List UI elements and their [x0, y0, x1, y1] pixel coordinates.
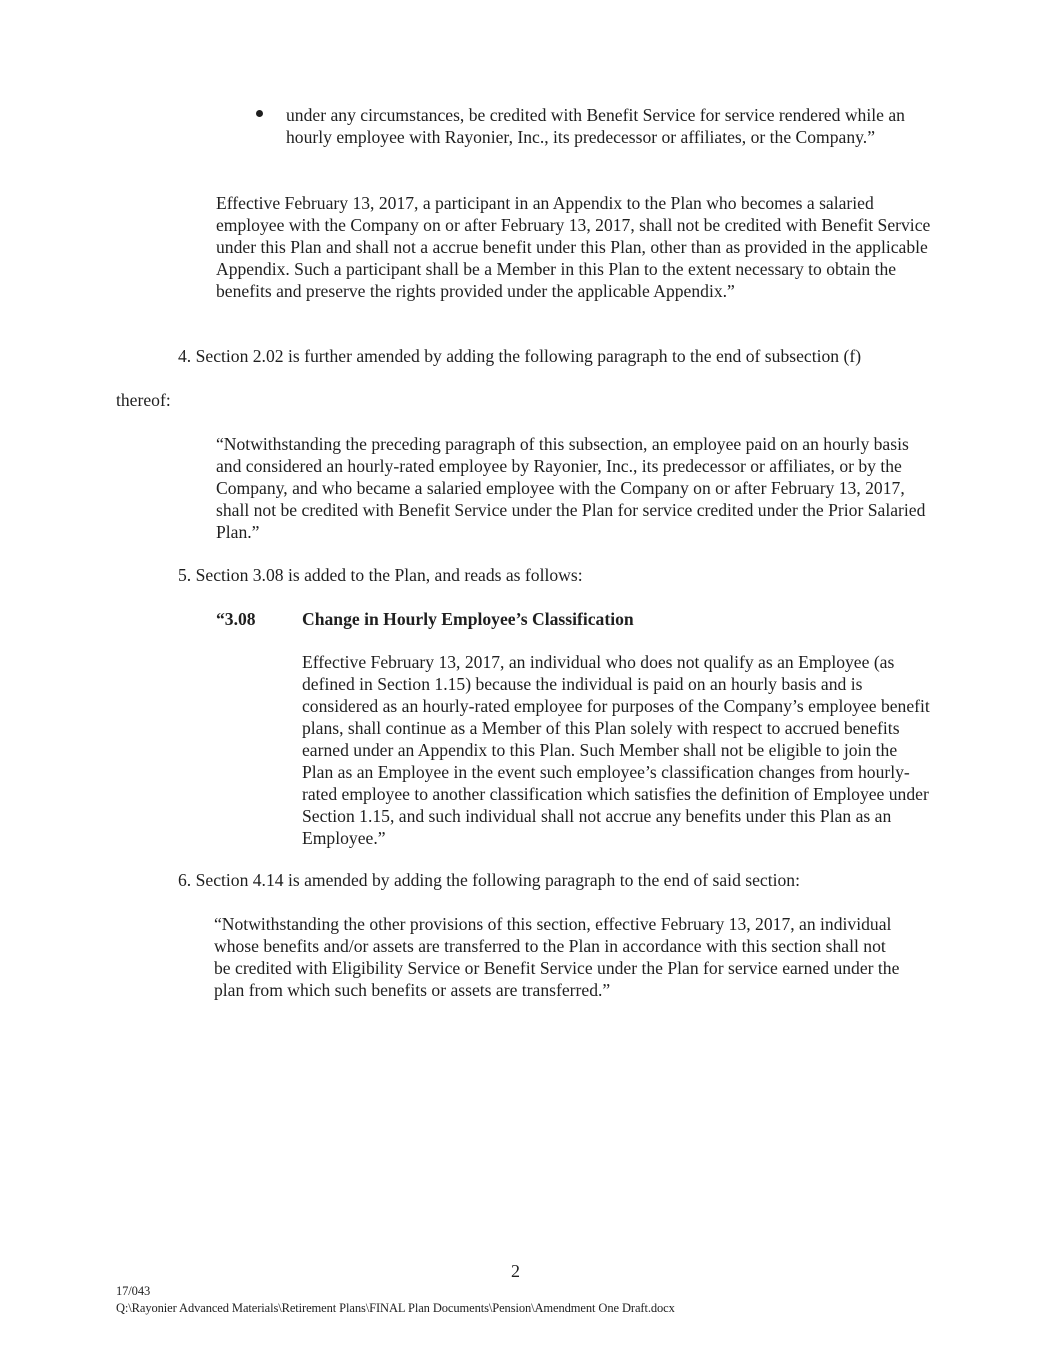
item-6-quote: “Notwithstanding the other provisions of this section, effective February 13, 2017, an individual whose benefits and/or assets are transferred to the Plan in accordance with this section shall not be credited with Eligibility Service or Benefit Service under the Plan for service earned under the plan from which such benefits or assets are transferred.” — [214, 914, 900, 1000]
item-6-text: 6. Section 4.14 is amended by adding the following paragraph to the end of said section: — [178, 870, 800, 890]
effective-paragraph: Effective February 13, 2017, a participant in an Appendix to the Plan who becomes a salaried employee with the Company on or after February 13, 2017, shall not be credited with Benefit Service under this Plan and shall not a accrue benefit under this Plan, other than as provided in the applicable Appendix. Such a participant shall be a Member in this Plan to the extent necessary to obtain the benefits and preserve the rights provided under the applicable Appendix.” — [216, 193, 931, 301]
item-5-text: 5. Section 3.08 is added to the Plan, and reads as follows: — [178, 565, 583, 585]
page-number: 2 — [511, 1261, 520, 1281]
footer-file-path: Q:\Rayonier Advanced Materials\Retirement Plans\FINAL Plan Documents\Pension\Amendment One Draft.docx — [116, 1301, 675, 1315]
section-body: Effective February 13, 2017, an individual who does not qualify as an Employee (as defined in Section 1.15) because the individual is paid on an hourly basis and is considered as an hourly-rated employee for purposes of the Company’s employee benefit plans, shall continue as a Member of this Plan solely with respect to accrued benefits earned under an Appendix to this Plan. Such Member shall not be eligible to join the Plan as an Employee in the event such employee’s classification changes from hourly-rated employee to another classification which satisfies the definition of Employee under Section 1.15, and such individual shall not accrue any benefits under this Plan as an Employee.” — [302, 652, 930, 848]
footer-doc-code: 17/043 — [116, 1284, 151, 1298]
bullet-icon — [256, 110, 263, 117]
item-4-quote: “Notwithstanding the preceding paragraph of this subsection, an employee paid on an hourly basis and considered an hourly-rated employee by Rayonier, Inc., its predecessor or affiliates, or by the Company, and who became a salaried employee with the Company on or after February 13, 2017, shall not be credited with Benefit Service under the Plan for service credited under the Prior Salaried Plan.” — [216, 434, 926, 542]
section-title: Change in Hourly Employee’s Classification — [302, 609, 634, 629]
section-number: “3.08 — [216, 609, 256, 629]
item-4-text: 4. Section 2.02 is further amended by adding the following paragraph to the end of subsection (f) — [178, 346, 862, 366]
item-4-continuation: thereof: — [116, 390, 171, 410]
bullet-item-text: under any circumstances, be credited with Benefit Service for service rendered while an hourly employee with Rayonier, Inc., its predecessor or affiliates, or the Company.” — [286, 105, 905, 147]
